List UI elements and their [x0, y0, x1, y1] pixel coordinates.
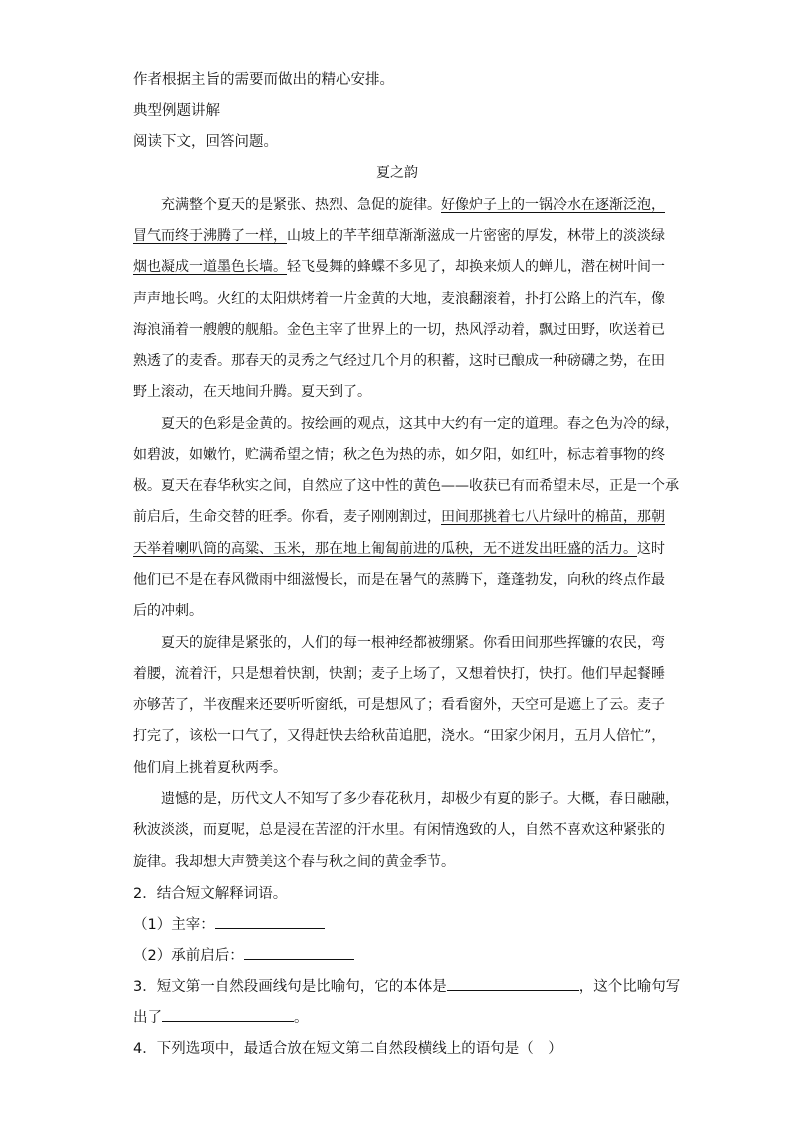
answer-blank[interactable] [162, 1007, 294, 1022]
question-2: 2．结合短文解释词语。 [133, 886, 288, 902]
answer-blank[interactable] [447, 976, 579, 991]
underlined-text: 田间那挑着七八片绿叶的棉苗，那朝 [441, 509, 665, 525]
paragraph-line: 声声地长鸣。火红的太阳烘烤着一片金黄的大地，麦浪翻滚着，扑打公路上的汽车，像 [133, 291, 665, 307]
paragraph-line: 前启后，生命交替的旺季。你看，麦子刚刚割过，田间那挑着七八片绿叶的棉苗，那朝 [133, 509, 665, 525]
question-2-2: （2）承前启后： [133, 944, 354, 965]
article-title: 夏之韵 [376, 165, 418, 181]
paragraph-line: 如碧波，如嫩竹，贮满希望之情；秋之色为热的赤，如夕阳，如红叶，标志着事物的终 [133, 447, 665, 463]
paragraph-line: 海浪涌着一艘艘的舰船。金色主宰了世界上的一切，热风浮动着，飘过田野，吹送着已 [133, 322, 665, 338]
underlined-text: 天举着喇叭筒的高粱、玉米，那在地上匍匐前进的瓜秧，无不迸发出旺盛的活力。 [133, 541, 637, 557]
answer-blank[interactable] [215, 914, 325, 929]
question-4: 4．下列选项中，最适合放在短文第二自然段横线上的语句是（ ） [133, 1041, 563, 1057]
question-2-1: （1）主宰： [133, 913, 325, 934]
paragraph-line: 烟也凝成一道墨色长墙。轻飞曼舞的蜂蝶不多见了，却换来烦人的蝉儿，潜在树叶间一 [133, 259, 665, 275]
paragraph-line: 天举着喇叭筒的高粱、玉米，那在地上匍匐前进的瓜秧，无不迸发出旺盛的活力。这时 [133, 541, 665, 557]
paragraph-line: 他们肩上挑着夏秋两季。 [133, 760, 287, 776]
paragraph-line: 他们已不是在春风微雨中细滋慢长，而是在暑气的蒸腾下，蓬蓬勃发，向秋的终点作最 [133, 572, 665, 588]
question-3: 3．短文第一自然段画线句是比喻句，它的本体是 ，这个比喻句写 [133, 975, 680, 996]
paragraph-line: 熟透了的麦香。那春天的灵秀之气经过几个月的积蓄，这时已酿成一种磅礴之势，在田 [133, 353, 665, 369]
paragraph-line: 夏天的色彩是金黄的。按绘画的观点，这其中大约有一定的道理。春之色为冷的绿， [161, 416, 679, 432]
paragraph-line: 秋波淡淡，而夏呢，总是浸在苦涩的汗水里。有闲情逸致的人，自然不喜欢这种紧张的 [133, 822, 665, 838]
paragraph-line: 野上滚动，在天地间升腾。夏天到了。 [133, 384, 371, 400]
paragraph-line: 打完了，该松一口气了，又得赶快去给秋苗追肥，浇水。“田家少闲月，五月人倍忙”， [133, 728, 666, 744]
question-3-cont: 出了 。 [133, 1006, 309, 1027]
intro-line: 作者根据主旨的需要而做出的精心安排。 [133, 72, 394, 88]
underlined-simile: 好像炉子上的一锅冷水在逐渐泛泡， [441, 197, 665, 213]
paragraph-line: 遗憾的是，历代文人不知写了多少春花秋月，却极少有夏的影子。大概，春日融融， [161, 791, 679, 807]
underlined-simile: 冒气而终于沸腾了一样， [133, 228, 287, 244]
paragraph-line: 充满整个夏天的是紧张、热烈、急促的旋律。好像炉子上的一锅冷水在逐渐泛泡， [161, 197, 665, 213]
paragraph-line: 着腰，流着汗，只是想着快割，快割；麦子上场了，又想着快打，快打。他们早起餐睡 [133, 666, 665, 682]
paragraph-line: 夏天的旋律是紧张的，人们的每一根神经都被绷紧。你看田间那些挥镰的农民，弯 [161, 635, 665, 651]
paragraph-line: 后的冲刺。 [133, 603, 203, 619]
section-title: 典型例题讲解 [133, 103, 220, 119]
paragraph-line: 冒气而终于沸腾了一样，山坡上的芊芊细草渐渐滋成一片密密的厚发，林带上的淡淡绿 [133, 228, 665, 244]
paragraph-line: 亦够苦了，半夜醒来还要听听窗纸，可是想风了；看看窗外，天空可是遮上了云。麦子 [133, 697, 665, 713]
underlined-text: 烟也凝成一道墨色长墙。 [133, 259, 287, 275]
answer-blank[interactable] [244, 945, 354, 960]
paragraph-line: 极。夏天在春华秋实之间，自然应了这中性的黄色——收获已有而希望未尽，正是一个承 [133, 478, 679, 494]
instruction: 阅读下文，回答问题。 [133, 134, 278, 150]
paragraph-line: 旋律。我却想大声赞美这个春与秋之间的黄金季节。 [133, 854, 455, 870]
